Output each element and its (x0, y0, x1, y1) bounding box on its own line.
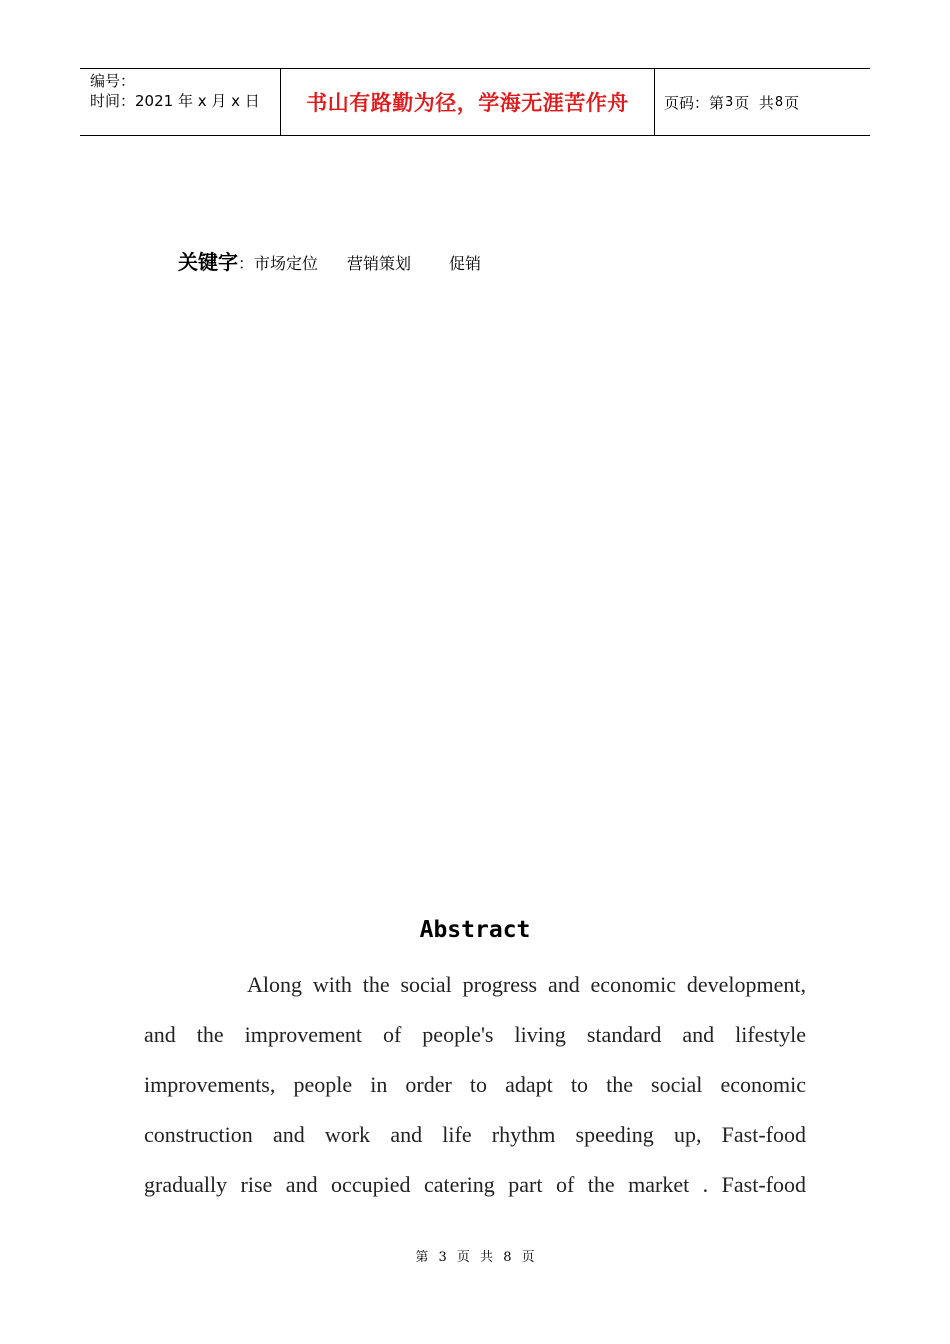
page-prefix: 页码：第 (664, 93, 725, 112)
page-current: 3 (725, 94, 734, 110)
page-total: 8 (774, 94, 784, 110)
keywords-colon: ： (238, 254, 255, 273)
keywords-line (178, 246, 481, 275)
abstract-line: improvements, people in order to adapt to the social economic (144, 1072, 806, 1097)
page-middle: 页 共 (734, 93, 774, 112)
page-header (80, 68, 870, 136)
header-meta (80, 69, 281, 135)
keyword-item: 促销 (449, 254, 482, 273)
abstract-body (144, 960, 806, 1210)
abstract-line: Along with the social progress and economic development, (247, 972, 806, 997)
header-motto: 书山有路勤为径，学海无涯苦作舟 (281, 69, 655, 135)
page-suffix: 页 (784, 93, 800, 112)
page-footer: 第 3 页 共 8 页 (415, 1250, 535, 1265)
abstract-line: construction and work and life rhythm speeding up, Fast-food (144, 1122, 806, 1147)
abstract-line: gradually rise and occupied catering part of the market . Fast-food (144, 1172, 806, 1197)
keyword-item: 市场定位 (254, 254, 319, 273)
abstract-title: Abstract (419, 917, 531, 943)
abstract-line: and the improvement of people's living standard and lifestyle (144, 1022, 806, 1047)
keywords-label: 关键字 (178, 250, 238, 274)
number-label: 编号： (90, 72, 136, 90)
keyword-item: 营销策划 (347, 254, 412, 273)
header-page-info (655, 69, 870, 135)
time-label: 时间：2021 年 x 月 x 日 (90, 92, 260, 110)
